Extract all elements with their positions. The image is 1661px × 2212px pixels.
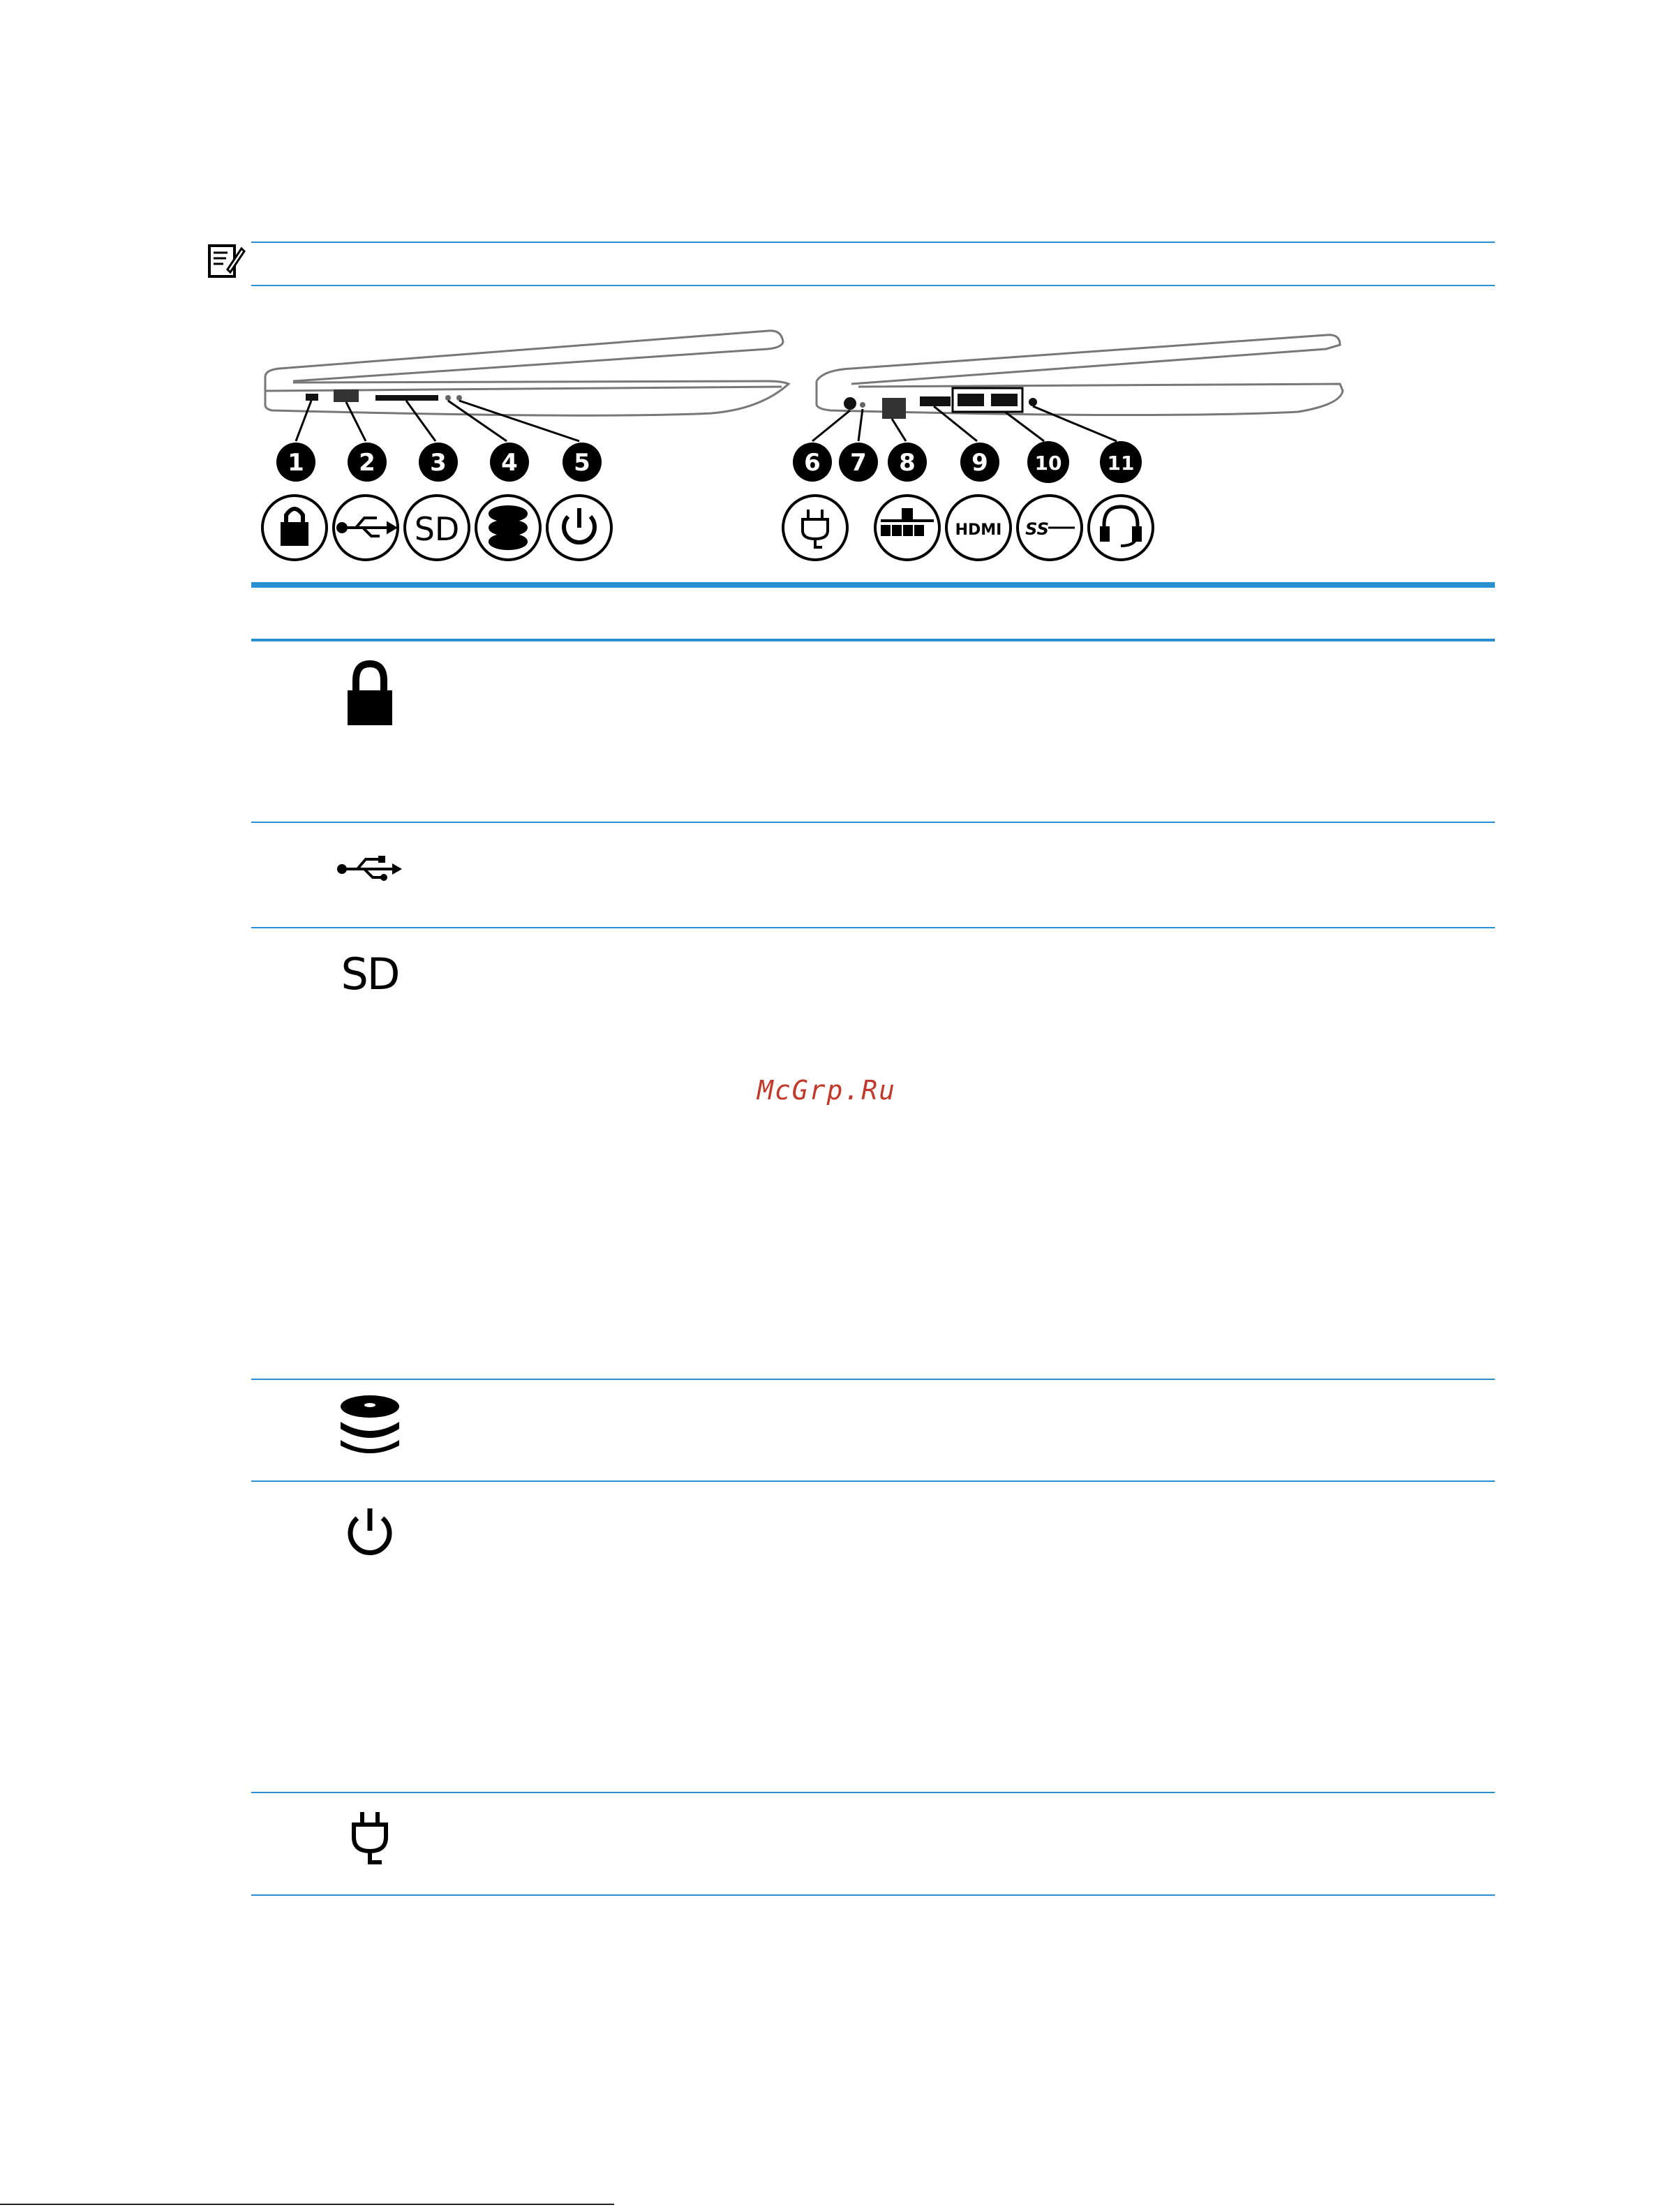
audio-jack: [1029, 398, 1037, 406]
laptop-side-figure: [251, 314, 1354, 579]
svg-text:6: 6: [804, 449, 821, 477]
rj45-port: [882, 398, 906, 419]
power-plug-icon: [345, 1808, 394, 1871]
lock-icon: [342, 660, 398, 729]
note-bottom-rule: [251, 285, 1495, 286]
left-side-view: [265, 331, 789, 415]
lock-icon: [262, 496, 327, 560]
lock-slot: [306, 394, 318, 401]
svg-text:HDMI: HDMI: [955, 521, 1002, 539]
svg-text:8: 8: [899, 449, 916, 477]
callout-3: [419, 443, 458, 482]
table-header-rule: [251, 582, 1495, 588]
callout-11: [1100, 441, 1142, 483]
table-row-rule-2: [251, 927, 1495, 928]
callout-8: [888, 443, 927, 482]
svg-text:9: 9: [971, 449, 988, 477]
usb-superspeed-icon: [1018, 496, 1082, 560]
table-row-rule-1: [251, 822, 1495, 823]
row-drive: [328, 1388, 412, 1464]
callout-4: [490, 443, 529, 482]
svg-text:SD: SD: [414, 510, 460, 548]
figure-icons: [262, 496, 1153, 560]
usb-icon: [336, 848, 403, 890]
watermark: McGrp.Ru: [757, 1075, 897, 1106]
table-row-rule-6: [251, 1894, 1495, 1896]
sd-card-icon: SD: [341, 948, 399, 1000]
power-connector: [844, 397, 856, 410]
drive-icon: [336, 1391, 403, 1461]
callout-10: [1027, 441, 1069, 483]
table-row-rule-3: [251, 1379, 1495, 1380]
svg-text:5: 5: [574, 449, 590, 477]
power-icon: [342, 1504, 398, 1560]
note-icon: [207, 242, 246, 281]
usb-ss-port-b: [991, 394, 1018, 406]
table-row-rule-4: [251, 1480, 1495, 1482]
row-lock: [328, 656, 412, 733]
table-row-rule-5: [251, 1792, 1495, 1793]
footer-line: [0, 2204, 614, 2205]
svg-text:4: 4: [501, 449, 518, 477]
row-power: [328, 1494, 412, 1571]
row-usb: [328, 831, 412, 907]
callout-5: [563, 443, 602, 482]
note-top-rule: [251, 242, 1495, 243]
left-leader-lines: [296, 401, 579, 441]
usb-port: [334, 389, 359, 402]
drive-icon: [476, 496, 540, 560]
table-row-rule-0: [251, 639, 1495, 641]
power-icon: [547, 496, 611, 560]
callout-2: [348, 443, 387, 482]
row-sd: [328, 935, 412, 1012]
hdmi-icon: [946, 496, 1011, 560]
usb-ss-port-a: [958, 394, 984, 406]
svg-text:2: 2: [359, 449, 375, 477]
network-jack-icon: [875, 496, 939, 560]
headset-icon: [1089, 496, 1153, 560]
callout-1: [276, 443, 315, 482]
svg-text:11: 11: [1107, 452, 1135, 475]
svg-text:1: 1: [288, 449, 304, 477]
svg-text:10: 10: [1034, 452, 1062, 475]
callout-7: [839, 443, 878, 482]
callout-9: [960, 443, 999, 482]
sd-slot: [375, 395, 438, 401]
callout-6: [793, 443, 832, 482]
usb-icon: [334, 496, 398, 560]
svg-text:3: 3: [430, 449, 447, 477]
power-plug-icon: [783, 496, 847, 560]
sd-card-icon: [405, 496, 469, 560]
row-power-connector: [328, 1801, 412, 1878]
svg-text:SS: SS: [1025, 519, 1049, 539]
svg-text:7: 7: [850, 449, 867, 477]
callouts: [276, 441, 1142, 483]
hdmi-port: [920, 396, 951, 406]
